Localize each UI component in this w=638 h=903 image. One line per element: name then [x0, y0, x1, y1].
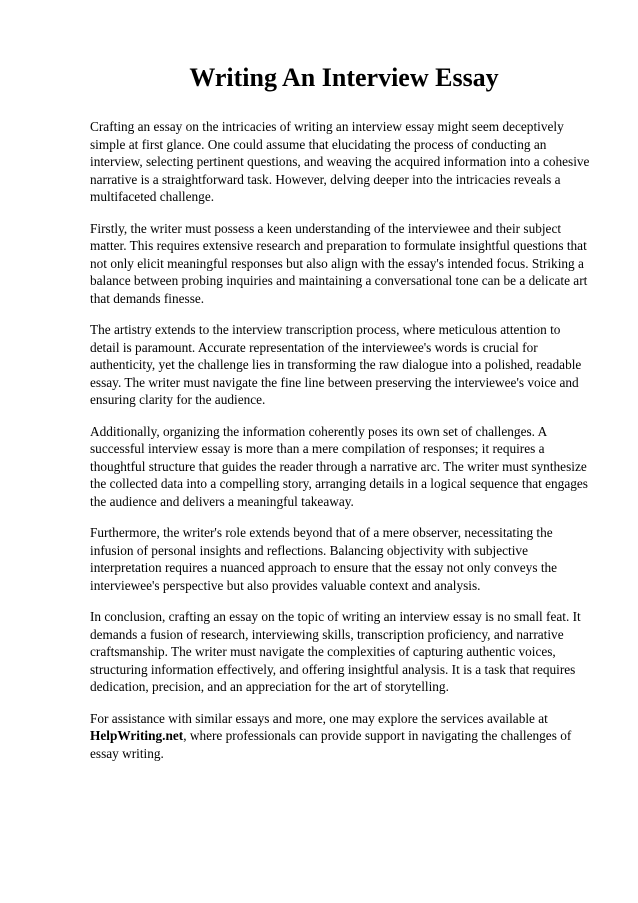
paragraph-closing — [90, 710, 590, 763]
paragraph-introduction: Crafting an essay on the intricacies of writing an interview essay might seem deceptively simple at first glance. One could assume that elucidating the process of conducting an interview, selecting pertinent questions, and weaving the acquired information into a cohesive narrative is a straightforward task. However, delving deeper into the intricacies reveals a multifaceted challenge. — [90, 119, 590, 204]
closing-text-after-link: , where professionals can provide support in navigating the challenges of essay writing. — [90, 728, 572, 761]
closing-text-before-link: For assistance with similar essays and more, one may explore the services available at — [90, 710, 548, 726]
paragraph-conclusion: In conclusion, crafting an essay on the topic of writing an interview essay is no small feat. It demands a fusion of research, interviewing skills, transcription proficiency, and narrative craftsmanship. The writer must navigate the complexities of capturing authentic voices, structuring information effectively, and offering insightful analysis. It is a task that requires dedication, precision, and an appreciation for the art of storytelling. — [90, 609, 581, 694]
helpwriting-link[interactable]: HelpWriting.net — [90, 728, 184, 743]
document-title: Writing An Interview Essay — [189, 63, 499, 92]
paragraph-research: Firstly, the writer must possess a keen understanding of the interviewee and their subject matter. This requires extensive research and preparation to formulate insightful questions that not only elicit meaningful responses but also align with the essay's intended focus. Striking a balance between probing inquiries and maintaining a conversational tone can be a delicate art that demands finesse. — [90, 220, 588, 306]
paragraph-organization: Additionally, organizing the information coherently poses its own set of challenges. A successful interview essay is more than a mere compilation of responses; it requires a thoughtful structure that guides the reader through a narrative arc. The writer must synthesize the collected data into a compelling story, arranging details in a logical sequence that engages the audience and delivers a meaningful takeaway. — [90, 423, 588, 509]
paragraph-transcription: The artistry extends to the interview transcription process, where meticulous attention to detail is paramount. Accurate representation of the interviewee's words is crucial for authenticity, yet the challenge lies in transforming the raw dialogue into a polished, readable essay. The writer must navigate the fine line between preserving the interviewee's voice and ensuring clarity for the audience. — [90, 322, 582, 407]
paragraph-insights: Furthermore, the writer's role extends beyond that of a mere observer, necessitating the infusion of personal insights and reflections. Balancing objectivity with subjective interpretation requires a nuanced approach to ensure that the essay not only conveys the interviewee's perspective but also provides valuable context and analysis. — [90, 525, 558, 593]
